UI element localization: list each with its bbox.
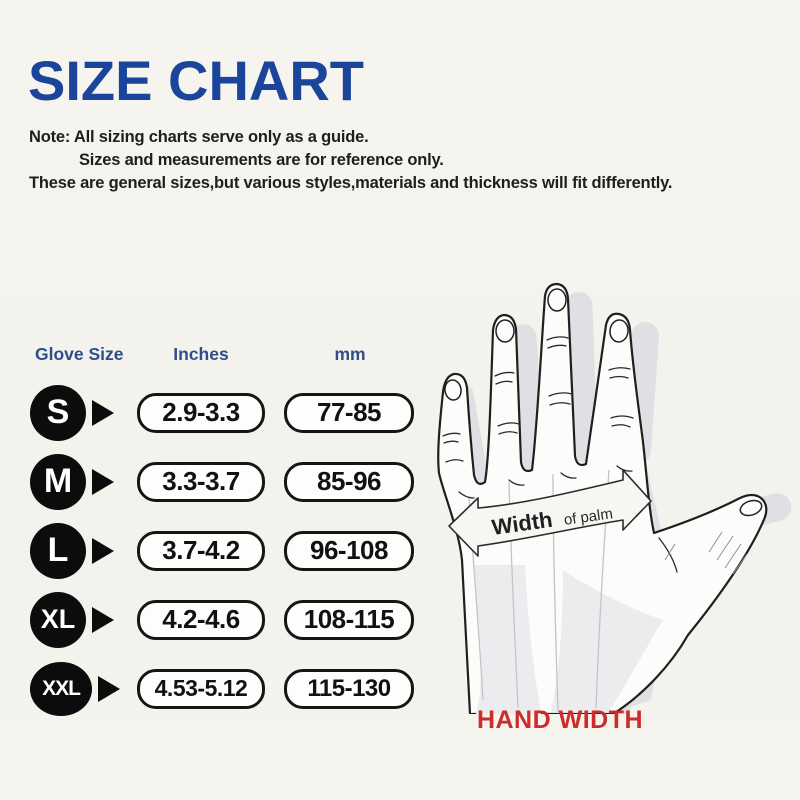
size-badge-xxl: XXL — [30, 662, 92, 716]
arrow-right-icon — [92, 400, 114, 426]
mm-value-xxl: 115-130 — [284, 669, 414, 709]
header-mm: mm — [334, 344, 366, 364]
size-badge-m: M — [30, 454, 86, 510]
mm-value-l: 96-108 — [284, 531, 414, 571]
size-badge-l: L — [30, 523, 86, 579]
inches-value-s: 2.9-3.3 — [137, 393, 265, 433]
mm-value-xl: 108-115 — [284, 600, 414, 640]
size-badge-s: S — [30, 385, 86, 441]
note-block — [29, 126, 784, 195]
inches-value-m: 3.3-3.7 — [137, 462, 265, 502]
table-row-l — [30, 516, 420, 585]
table-row-xl — [30, 585, 420, 654]
table-row-m — [30, 447, 420, 516]
inches-value-l: 3.7-4.2 — [137, 531, 265, 571]
size-badge-xl: XL — [30, 592, 86, 648]
page-title: SIZE CHART — [28, 49, 364, 112]
note-line-2: Sizes and measurements are for reference only. — [79, 151, 444, 169]
header-inches: Inches — [173, 344, 229, 364]
table-rows — [30, 378, 420, 723]
note-line-1: Note: All sizing charts serve only as a guide. — [29, 128, 369, 146]
hand-width-caption: HAND WIDTH — [476, 706, 644, 734]
table-row-s — [30, 378, 420, 447]
size-table — [30, 344, 420, 702]
hand-illustration — [413, 230, 800, 714]
arrow-right-icon — [98, 676, 120, 702]
header-glove-size: Glove Size — [35, 344, 124, 364]
note-line-3: These are general sizes,but various styles,materials and thickness will fit differently. — [29, 174, 673, 192]
ribbon-label-sub: of palm — [562, 505, 614, 529]
mm-value-s: 77-85 — [284, 393, 414, 433]
table-row-xxl — [30, 654, 420, 723]
inches-value-xl: 4.2-4.6 — [137, 600, 265, 640]
arrow-right-icon — [92, 538, 114, 564]
inches-value-xxl: 4.53-5.12 — [137, 669, 265, 709]
arrow-right-icon — [92, 469, 114, 495]
arrow-right-icon — [92, 607, 114, 633]
mm-value-m: 85-96 — [284, 462, 414, 502]
ribbon-label-main: Width — [490, 506, 554, 540]
table-header — [30, 344, 420, 368]
